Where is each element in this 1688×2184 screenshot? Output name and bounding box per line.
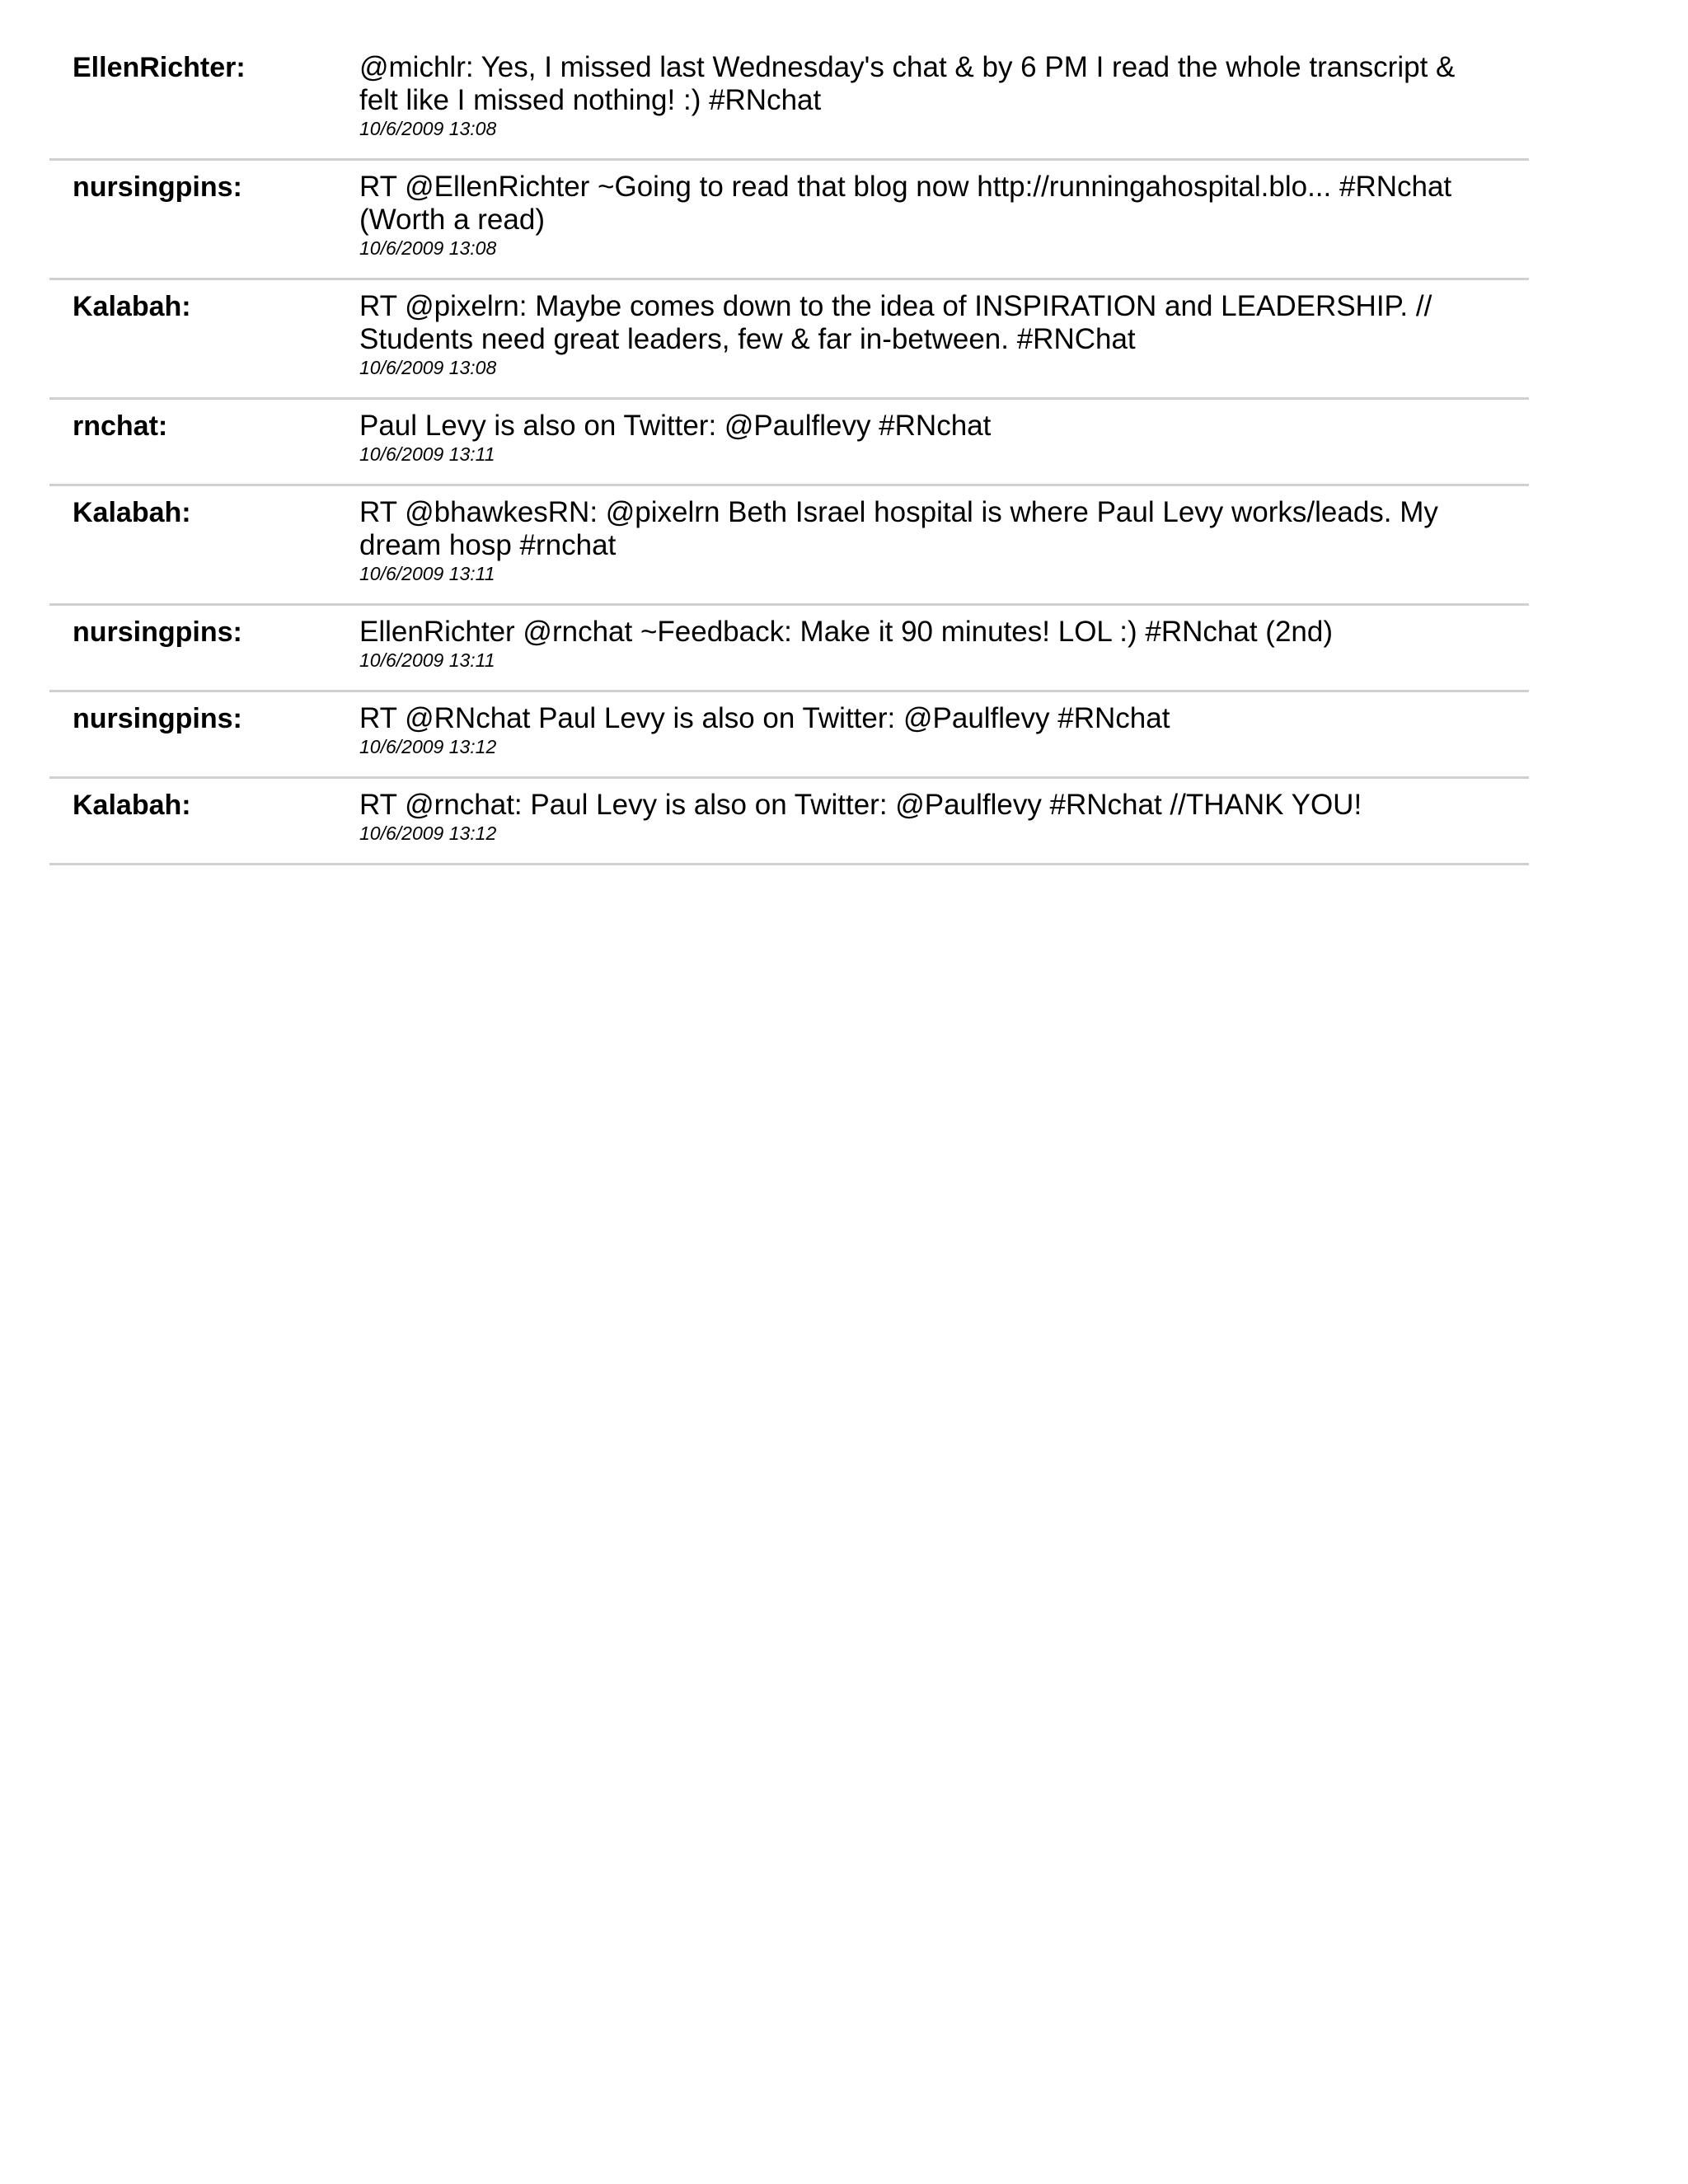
entry-message: RT @pixelrn: Maybe comes down to the idea of INSPIRATION and LEADERSHIP. // Students need great leaders, few & far in-between. #RNChat	[359, 290, 1432, 355]
chat-entry	[49, 400, 1529, 486]
chat-transcript	[49, 43, 1529, 865]
entry-body	[359, 702, 1529, 758]
entry-timestamp: 10/6/2009 13:11	[359, 443, 495, 465]
entry-timestamp: 10/6/2009 13:11	[359, 563, 495, 584]
entry-body	[359, 789, 1529, 845]
entry-timestamp: 10/6/2009 13:08	[359, 357, 497, 378]
chat-entry	[49, 692, 1529, 779]
entry-body	[359, 290, 1529, 379]
chat-entry	[49, 161, 1529, 280]
entry-timestamp: 10/6/2009 13:12	[359, 736, 497, 757]
entry-body	[359, 616, 1529, 672]
entry-message: RT @RNchat Paul Levy is also on Twitter: @Paulflevy #RNchat	[359, 702, 1170, 734]
entry-message: RT @rnchat: Paul Levy is also on Twitter: @Paulflevy #RNchat //THANK YOU!	[359, 789, 1362, 821]
entry-body	[359, 496, 1529, 585]
entry-message: Paul Levy is also on Twitter: @Paulflevy #RNchat	[359, 410, 992, 442]
entry-author: nursingpins:	[73, 616, 242, 648]
entry-author: nursingpins:	[73, 171, 242, 203]
entry-message: EllenRichter @rnchat ~Feedback: Make it 90 minutes! LOL :) #RNchat (2nd)	[359, 616, 1334, 648]
entry-message: RT @bhawkesRN: @pixelrn Beth Israel hospital is where Paul Levy works/leads. My dream hosp #rnchat	[359, 496, 1438, 561]
entry-author: rnchat:	[73, 410, 168, 442]
entry-timestamp: 10/6/2009 13:08	[359, 118, 497, 139]
entry-author: Kalabah:	[73, 790, 191, 821]
entry-author: Kalabah:	[73, 497, 191, 528]
chat-entry	[49, 486, 1529, 606]
chat-entry	[49, 779, 1529, 865]
entry-body	[359, 171, 1529, 260]
chat-entry	[49, 280, 1529, 400]
entry-timestamp: 10/6/2009 13:11	[359, 649, 495, 671]
entry-message: @michlr: Yes, I missed last Wednesday's chat & by 6 PM I read the whole transcript & felt like I missed nothing! :) #RNchat	[359, 51, 1456, 116]
entry-author: nursingpins:	[73, 703, 242, 734]
entry-timestamp: 10/6/2009 13:08	[359, 237, 497, 259]
entry-message: RT @EllenRichter ~Going to read that blog now http://runningahospital.blo... #RNchat (Worth a read)	[359, 171, 1452, 236]
entry-author: Kalabah:	[73, 291, 191, 322]
entry-timestamp: 10/6/2009 13:12	[359, 823, 497, 844]
entry-body	[359, 51, 1529, 140]
chat-entry	[49, 606, 1529, 692]
chat-entry	[49, 43, 1529, 161]
entry-body	[359, 410, 1529, 466]
entry-author: EllenRichter:	[73, 52, 246, 83]
